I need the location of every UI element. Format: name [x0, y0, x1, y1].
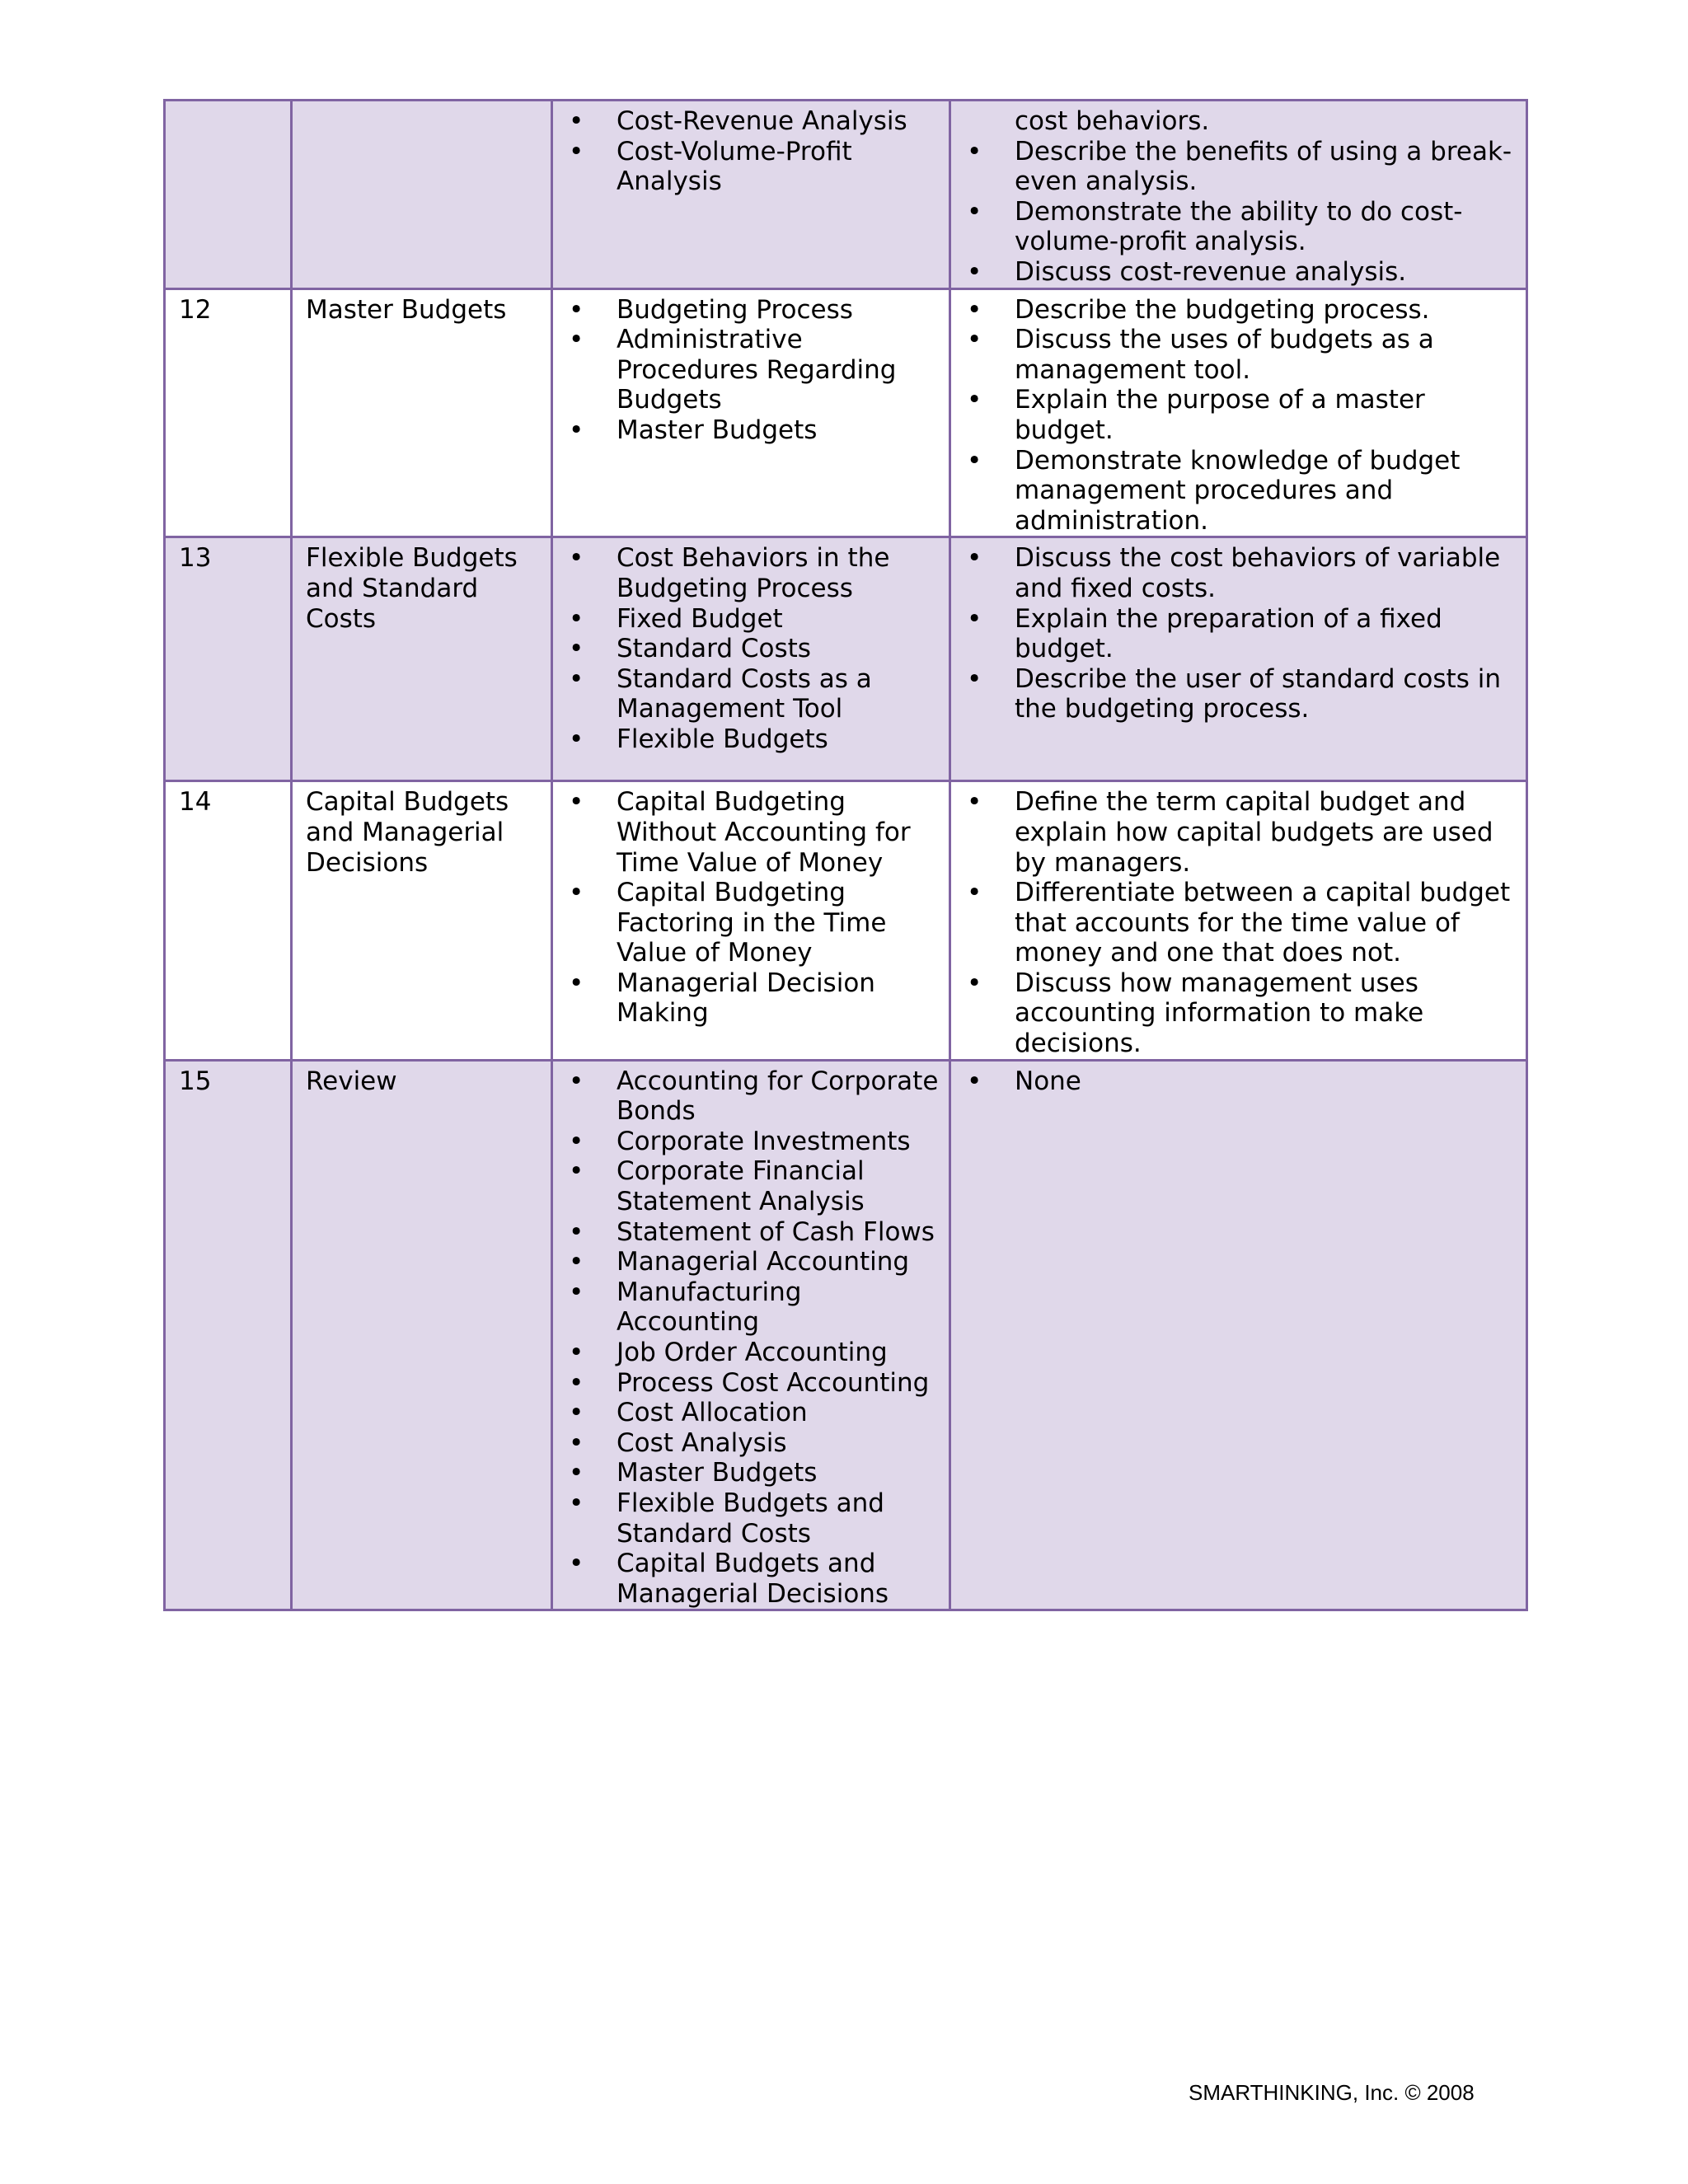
list-item	[553, 325, 940, 415]
bullet-icon: •	[569, 1427, 584, 1458]
list-item-text: Explain the purpose of a master budget.	[1015, 385, 1425, 445]
list-item-text: Capital Budgets and Managerial Decisions	[617, 1549, 889, 1609]
bullet-icon: •	[569, 724, 584, 754]
bullet-icon: •	[569, 325, 584, 355]
list-item-text: Accounting for Corporate Bonds	[617, 1066, 939, 1127]
topics-list	[553, 295, 940, 446]
topics-list	[553, 543, 940, 754]
week-cell: 12	[165, 288, 292, 537]
list-item-text: Describe the benefits of using a break-even analysis.	[1015, 136, 1512, 197]
table-row	[165, 537, 1527, 781]
list-item	[951, 878, 1517, 968]
objectives-list	[951, 295, 1517, 537]
list-item	[553, 295, 940, 326]
list-item	[951, 325, 1517, 385]
objectives-cell	[950, 781, 1527, 1060]
list-item	[553, 878, 940, 968]
list-item-text: Cost-Volume-Profit Analysis	[617, 136, 852, 197]
list-item	[553, 1428, 940, 1459]
list-item-text: Cost Analysis	[617, 1427, 787, 1458]
list-item-text: Administrative Procedures Regarding Budgets	[617, 325, 897, 415]
list-item	[951, 137, 1517, 197]
list-item-text: Managerial Decision Making	[617, 968, 875, 1029]
topic-title-cell: Flexible Budgets and Standard Costs	[292, 537, 552, 781]
list-item-text: Explain the preparation of a fixed budget.	[1015, 603, 1442, 664]
list-item	[553, 1277, 940, 1338]
list-item-text: Fixed Budget	[617, 603, 783, 634]
table-row	[165, 288, 1527, 537]
topics-cell	[552, 101, 950, 289]
bullet-icon: •	[967, 968, 982, 998]
list-item-text: Statement of Cash Flows	[617, 1216, 935, 1247]
objectives-cell	[950, 288, 1527, 537]
list-item	[553, 1488, 940, 1549]
topics-list	[553, 106, 940, 197]
topic-title-cell: Master Budgets	[292, 288, 552, 537]
bullet-icon: •	[967, 1066, 982, 1096]
list-item-text: Discuss the uses of budgets as a management tool.	[1015, 325, 1434, 385]
list-item	[553, 1156, 940, 1216]
list-item	[553, 664, 940, 724]
list-item-text: Standard Costs	[617, 634, 811, 664]
topics-cell	[552, 781, 950, 1060]
list-item-text: Define the term capital budget and explain how capital budgets are used by managers.	[1015, 787, 1493, 878]
bullet-icon: •	[967, 543, 982, 574]
list-item	[553, 1127, 940, 1157]
list-item-text: Budgeting Process	[617, 294, 853, 325]
list-item-text: Master Budgets	[617, 1458, 818, 1488]
list-item	[951, 664, 1517, 724]
topics-cell	[552, 288, 950, 537]
list-item	[951, 385, 1517, 445]
bullet-icon: •	[569, 1126, 584, 1156]
bullet-icon: •	[569, 543, 584, 574]
list-item-text: Capital Budgeting Factoring in the Time Value of Money	[617, 878, 887, 968]
list-item	[553, 968, 940, 1029]
list-item	[553, 543, 940, 603]
list-item	[553, 1217, 940, 1248]
bullet-icon: •	[569, 1338, 584, 1367]
bullet-icon: •	[569, 294, 584, 325]
list-item-text: Flexible Budgets	[617, 724, 828, 754]
bullet-icon: •	[569, 878, 584, 908]
list-item	[951, 106, 1517, 137]
bullet-icon: •	[569, 106, 584, 136]
list-item-text: Demonstrate knowledge of budget management procedures and administration.	[1015, 445, 1461, 536]
bullet-icon: •	[967, 294, 982, 325]
bullet-icon: •	[967, 663, 982, 694]
bullet-icon: •	[569, 1216, 584, 1247]
list-item-text: Flexible Budgets and Standard Costs	[617, 1488, 884, 1549]
list-item-text: None	[1015, 1066, 1081, 1096]
objectives-list	[951, 106, 1517, 288]
objectives-cell	[950, 101, 1527, 289]
list-item-text: Differentiate between a capital budget that accounts for the time value of money and one that does not.	[1015, 878, 1511, 968]
list-item	[553, 1338, 940, 1368]
bullet-icon: •	[967, 256, 982, 287]
list-item	[951, 1066, 1517, 1097]
topics-cell	[552, 537, 950, 781]
list-item	[553, 787, 940, 878]
list-item-text: Cost-Revenue Analysis	[617, 106, 907, 136]
list-item-text: Discuss the cost behaviors of variable and fixed costs.	[1015, 543, 1501, 603]
list-item	[553, 1368, 940, 1399]
copyright-footer: SMARTHINKING, Inc. © 2008	[1189, 2080, 1475, 2105]
bullet-icon: •	[569, 1549, 584, 1579]
bullet-icon: •	[569, 1247, 584, 1277]
week-cell	[165, 101, 292, 289]
bullet-icon: •	[569, 787, 584, 818]
list-item-text: Standard Costs as a Management Tool	[617, 663, 872, 724]
list-item	[553, 1398, 940, 1428]
bullet-icon: •	[967, 385, 982, 415]
list-item	[553, 137, 940, 197]
syllabus-table	[163, 99, 1528, 1611]
list-item-text: Corporate Financial Statement Analysis	[617, 1156, 865, 1217]
week-cell: 13	[165, 537, 292, 781]
list-item-text: Master Budgets	[617, 415, 818, 445]
list-item	[553, 604, 940, 635]
topic-title-cell: Review	[292, 1060, 552, 1610]
bullet-icon: •	[569, 663, 584, 694]
list-item-text: Capital Budgeting Without Accounting for Time Value of Money	[617, 787, 911, 878]
topic-title-cell	[292, 101, 552, 289]
bullet-icon: •	[967, 603, 982, 634]
list-item-text: Demonstrate the ability to do cost-volume-profit analysis.	[1015, 196, 1463, 257]
list-item-text: Manufacturing Accounting	[617, 1277, 802, 1338]
list-item	[951, 968, 1517, 1059]
topics-list	[553, 1066, 940, 1610]
bullet-icon: •	[569, 968, 584, 998]
objectives-cell	[950, 537, 1527, 781]
bullet-icon: •	[569, 1458, 584, 1488]
list-item	[553, 1066, 940, 1127]
bullet-icon: •	[569, 1066, 584, 1096]
bullet-icon: •	[967, 878, 982, 908]
bullet-icon: •	[569, 603, 584, 634]
bullet-icon: •	[967, 445, 982, 476]
bullet-icon: •	[967, 787, 982, 818]
list-item	[553, 1247, 940, 1277]
list-item-text: Managerial Accounting	[617, 1247, 910, 1277]
list-item-text: Cost Allocation	[617, 1398, 808, 1428]
list-item	[553, 415, 940, 446]
objectives-list	[951, 1066, 1517, 1097]
list-item	[553, 1458, 940, 1488]
topic-title-cell: Capital Budgets and Managerial Decisions	[292, 781, 552, 1060]
list-item-text: Process Cost Accounting	[617, 1367, 930, 1398]
bullet-icon: •	[967, 325, 982, 355]
topics-cell	[552, 1060, 950, 1610]
week-cell: 15	[165, 1060, 292, 1610]
list-item-text: Discuss how management uses accounting information to make decisions.	[1015, 968, 1424, 1059]
table-row	[165, 781, 1527, 1060]
list-item-text: cost behaviors.	[1015, 106, 1210, 136]
objectives-list	[951, 787, 1517, 1058]
bullet-icon: •	[967, 136, 982, 166]
list-item	[951, 543, 1517, 603]
bullet-icon: •	[569, 1367, 584, 1398]
week-cell: 14	[165, 781, 292, 1060]
list-item	[553, 634, 940, 664]
bullet-icon: •	[569, 634, 584, 664]
list-item	[553, 1549, 940, 1609]
bullet-icon: •	[967, 196, 982, 227]
list-item-text: Job Order Accounting	[617, 1338, 888, 1367]
list-item	[951, 787, 1517, 878]
bullet-icon: •	[569, 1277, 584, 1307]
bullet-icon: •	[569, 1156, 584, 1187]
topics-list	[553, 787, 940, 1029]
list-item	[553, 106, 940, 137]
bullet-icon: •	[569, 1488, 584, 1518]
objectives-cell	[950, 1060, 1527, 1610]
objectives-list	[951, 543, 1517, 724]
list-item	[951, 604, 1517, 664]
list-item	[553, 724, 940, 755]
list-item-text: Discuss cost-revenue analysis.	[1015, 256, 1407, 287]
list-item	[951, 197, 1517, 257]
table-row	[165, 1060, 1527, 1610]
list-item	[951, 257, 1517, 288]
list-item	[951, 446, 1517, 537]
list-item-text: Describe the budgeting process.	[1015, 294, 1430, 325]
table-row	[165, 101, 1527, 289]
list-item	[951, 295, 1517, 326]
list-item-text: Cost Behaviors in the Budgeting Process	[617, 543, 890, 603]
bullet-icon: •	[569, 415, 584, 445]
bullet-icon: •	[569, 1398, 584, 1428]
list-item-text: Describe the user of standard costs in the budgeting process.	[1015, 663, 1501, 724]
bullet-icon: •	[569, 136, 584, 166]
list-item-text: Corporate Investments	[617, 1126, 911, 1156]
